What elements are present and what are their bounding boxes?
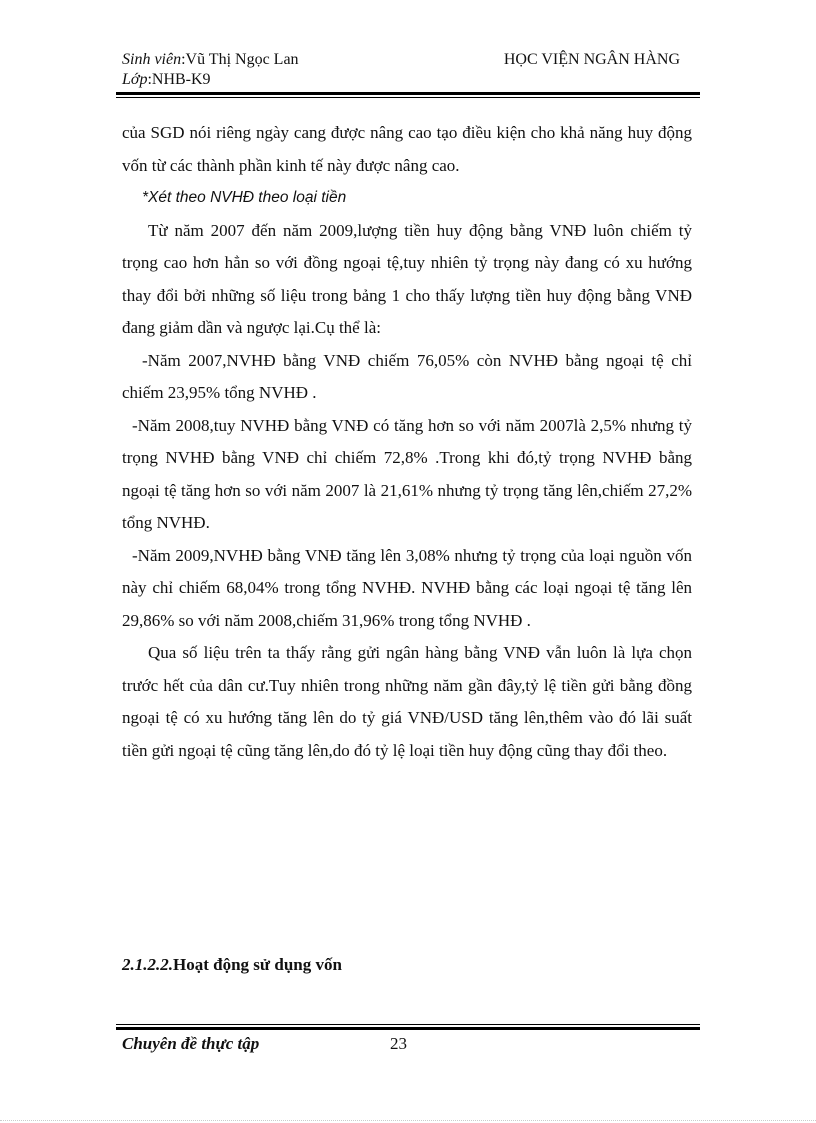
section-number: 2.1.2.2. [122, 955, 173, 974]
paragraph-2: Từ năm 2007 đến năm 2009,lượng tiền huy động bằng VNĐ luôn chiếm tỷ trọng cao hơn hẳn so với đồng ngoại tệ,tuy nhiên tỷ trọng này đang có xu hướng thay đổi bởi những số liệu trong bảng 1 cho thấy lượng tiền huy động bằng VNĐ đang giảm dần và ngược lại.Cụ thể là: [122, 220, 692, 337]
header-rule-thick [116, 92, 700, 95]
paragraph-1: của SGD nói riêng ngày cang được nâng cao tạo điều kiện cho khả năng huy động vốn từ các thành phần kinh tế này được nâng cao. [122, 123, 692, 175]
footer-rule-thin [116, 1024, 700, 1025]
section-heading [122, 955, 342, 975]
subheading: *Xét theo NVHĐ theo loại tiền [142, 189, 347, 206]
section-title: Hoạt động sử dụng vốn [173, 955, 342, 974]
institution-name: HỌC VIỆN NGÂN HÀNG [503, 51, 680, 68]
page-body [122, 117, 692, 767]
class-value: :NHB-K9 [147, 71, 211, 88]
paragraph-6: Qua số liệu trên ta thấy rằng gửi ngân hàng bằng VNĐ vẫn luôn là lựa chọn trước hết của dân cư.Tuy nhiên trong những năm gần đây,tỷ lệ tiền gửi bằng đồng ngoại tệ có xu hướng tăng lên do tỷ giá VNĐ/USD tăng lên,thêm vào đó lãi suất tiền gửi ngoại tệ cũng tăng lên,do đó tỷ lệ loại tiền huy động cũng thay đổi theo. [122, 643, 692, 760]
student-name: :Vũ Thị Ngọc Lan [181, 51, 299, 68]
page-bottom-divider [0, 1120, 816, 1121]
footer-rule-thick [116, 1027, 700, 1030]
paragraph-5: -Năm 2009,NVHĐ bằng VNĐ tăng lên 3,08% nhưng tỷ trọng của loại nguồn vốn này chỉ chiếm 68,04% trong tổng NVHĐ. NVHĐ bằng các loại ngoại tệ tăng lên 29,86% so với năm 2008,chiếm 31,96% trong tổng NVHĐ . [122, 545, 692, 630]
page-header [122, 50, 702, 90]
page-footer [122, 1034, 407, 1054]
class-line [122, 70, 211, 90]
student-label: Sinh viên [122, 51, 182, 68]
class-label: Lớp [122, 71, 148, 88]
footer-label: Chuyên đề thực tập [122, 1034, 260, 1053]
paragraph-4: -Năm 2008,tuy NVHĐ bằng VNĐ có tăng hơn so với năm 2007là 2,5% nhưng tỷ trọng NVHĐ bằng VNĐ chỉ chiếm 72,8% .Trong khi đó,tỷ trọng NVHĐ bằng ngoại tệ tăng hơn so với năm 2007 là 21,61% nhưng tỷ trọng tăng lên,chiếm 27,2% tổng NVHĐ. [122, 415, 692, 532]
header-rule-thin [116, 97, 700, 98]
student-line [122, 50, 299, 70]
page-number: 23 [390, 1034, 407, 1053]
paragraph-3: -Năm 2007,NVHĐ bằng VNĐ chiếm 76,05% còn NVHĐ bằng ngoại tệ chỉ chiếm 23,95% tổng NVHĐ . [122, 350, 692, 402]
